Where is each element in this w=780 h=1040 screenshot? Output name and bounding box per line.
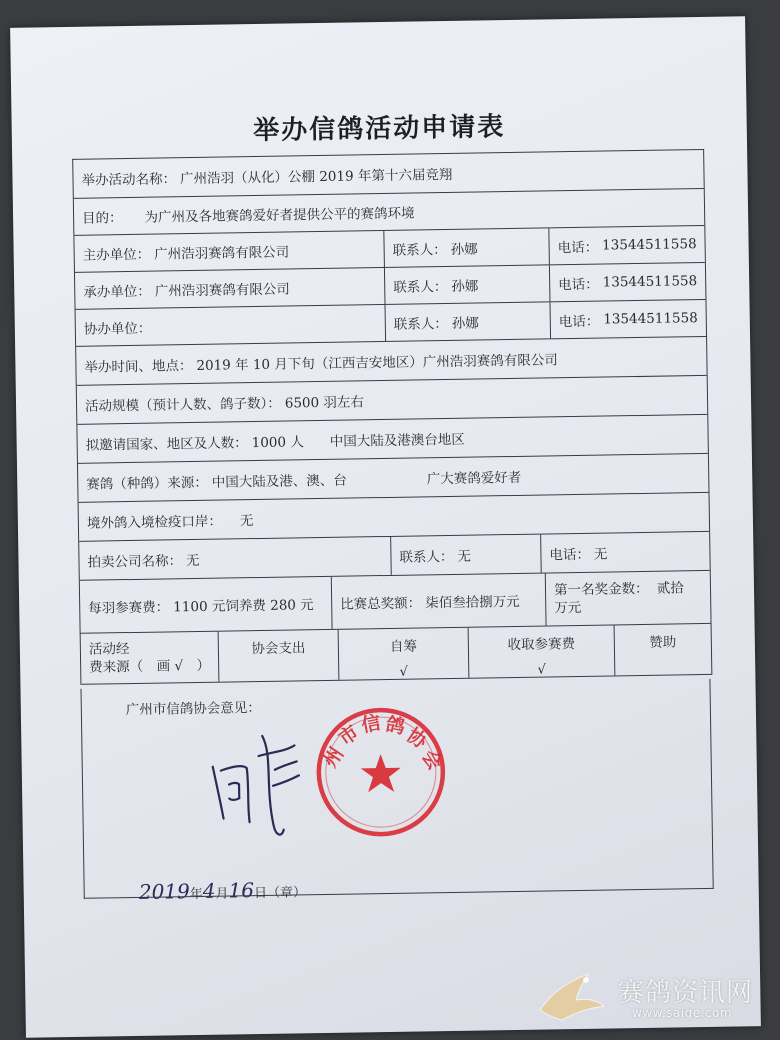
date-year-unit: 年	[189, 886, 203, 903]
host-value: 广州浩羽赛鸽有限公司	[154, 244, 290, 263]
pigeon-source-value2: 广大赛鸽爱好者	[426, 469, 522, 488]
auction-phone-label: 电话：	[549, 546, 591, 564]
first-prize-value: 贰拾	[656, 580, 684, 597]
auction-value: 无	[185, 552, 200, 570]
form-title: 举办信鸽活动申请表	[253, 112, 506, 147]
auction-contact-label: 联系人：	[399, 548, 454, 566]
invited-value: 1000 人	[251, 434, 304, 452]
watermark-text: 赛鸽资讯网	[618, 978, 754, 1008]
host-contact-label: 联系人：	[392, 242, 447, 259]
site-watermark	[532, 962, 762, 1032]
co-organizer-phone-value: 13544511558	[603, 310, 698, 328]
watermark-url: www.saige.com	[632, 1006, 733, 1020]
auction-contact-value: 无	[457, 548, 472, 565]
invited-region: 中国大陆及港澳台地区	[329, 431, 465, 450]
funding-self: 自筹	[389, 638, 418, 655]
event-name-value: 广州浩羽（从化）公棚 2019 年第十六届竞翔	[179, 166, 453, 188]
pigeon-source-value: 中国大陆及港、澳、台	[211, 472, 347, 491]
co-organizer-phone-label: 电话：	[558, 313, 600, 331]
organizer-phone-value: 13544511558	[602, 273, 698, 291]
purpose-value: 为广州及各地赛鸽爱好者提供公平的赛鸽环境	[144, 205, 415, 226]
prize-total-label: 比赛总奖额：	[340, 595, 422, 613]
date-day: 16	[228, 878, 255, 903]
quarantine-value: 无	[239, 513, 254, 530]
purpose-label: 目的：	[81, 210, 123, 227]
co-organizer-label: 协办单位：	[83, 320, 152, 338]
funding-label-line2: 费来源（ 画 √ ）	[89, 657, 211, 676]
signed-date	[100, 853, 306, 928]
row-funding	[81, 624, 712, 685]
co-organizer-contact-value: 孙娜	[451, 315, 479, 332]
funding-association: 协会支出	[251, 640, 306, 658]
first-prize-label: 第一名奖金数：	[553, 580, 649, 599]
funding-label-line1: 活动经	[88, 641, 130, 658]
association-opinion-box	[81, 679, 714, 904]
funding-fees: 收取参赛费	[507, 636, 576, 654]
host-label: 主办单位：	[82, 246, 151, 264]
organizer-value: 广州浩羽赛鸽有限公司	[154, 281, 290, 300]
organizer-phone-label: 电话：	[558, 276, 599, 294]
entry-fee-label: 每羽参赛费：	[88, 599, 170, 617]
organizer-contact-value: 孙娜	[451, 278, 479, 295]
co-organizer-contact-label: 联系人：	[393, 315, 448, 333]
organizer-contact-label: 联系人：	[393, 279, 448, 296]
form-table	[72, 149, 712, 685]
prize-total-value: 柒佰叁拾捌万元	[425, 593, 520, 612]
auction-label: 拍卖公司名称：	[87, 553, 183, 571]
date-month: 4	[202, 878, 216, 903]
quarantine-label: 境外鸽入境检疫口岸：	[86, 513, 223, 532]
entry-fee-value: 1100 元饲养费 280 元	[173, 597, 314, 616]
svg-text:州: 州	[319, 743, 349, 772]
host-phone-value: 13544511558	[601, 236, 697, 254]
svg-text:信: 信	[359, 711, 383, 737]
pigeon-logo-icon	[532, 962, 612, 1032]
application-form-paper	[10, 16, 761, 1037]
host-contact-value: 孙娜	[450, 241, 478, 258]
scale-value: 6500 羽左右	[284, 394, 365, 412]
svg-text:协: 协	[402, 724, 431, 754]
scale-label: 活动规模（预计人数、鸽子数）：	[84, 395, 281, 415]
organizer-label: 承办单位：	[83, 283, 151, 301]
seal-note: （章）	[266, 885, 307, 901]
opinion-label: 广州市信鸽协会意见：	[125, 699, 261, 719]
first-prize-value-line2: 万元	[554, 599, 582, 617]
host-phone-label: 电话：	[557, 239, 599, 257]
date-year: 2019	[138, 879, 190, 904]
svg-text:市: 市	[334, 721, 363, 751]
funding-self-check: √	[399, 664, 409, 680]
time-place-label: 举办时间、地点：	[84, 358, 193, 376]
time-place-value: 2019 年 10 月下旬（江西吉安地区）广州浩羽赛鸽有限公司	[196, 352, 558, 374]
funding-sponsor: 赞助	[649, 634, 677, 651]
date-day-unit: 日	[253, 885, 268, 902]
funding-fees-check: √	[537, 662, 547, 678]
invited-label: 拟邀请国家、地区及人数：	[85, 435, 248, 454]
date-month-unit: 月	[215, 886, 229, 902]
svg-text:鸽: 鸽	[383, 713, 407, 739]
association-seal	[310, 701, 452, 843]
event-name-label: 举办活动名称：	[81, 171, 177, 189]
auction-phone-value: 无	[593, 546, 608, 563]
row-fees	[80, 571, 711, 634]
pigeon-source-label: 赛鸽（种鸽）来源：	[86, 474, 208, 493]
svg-text:会: 会	[417, 746, 447, 775]
